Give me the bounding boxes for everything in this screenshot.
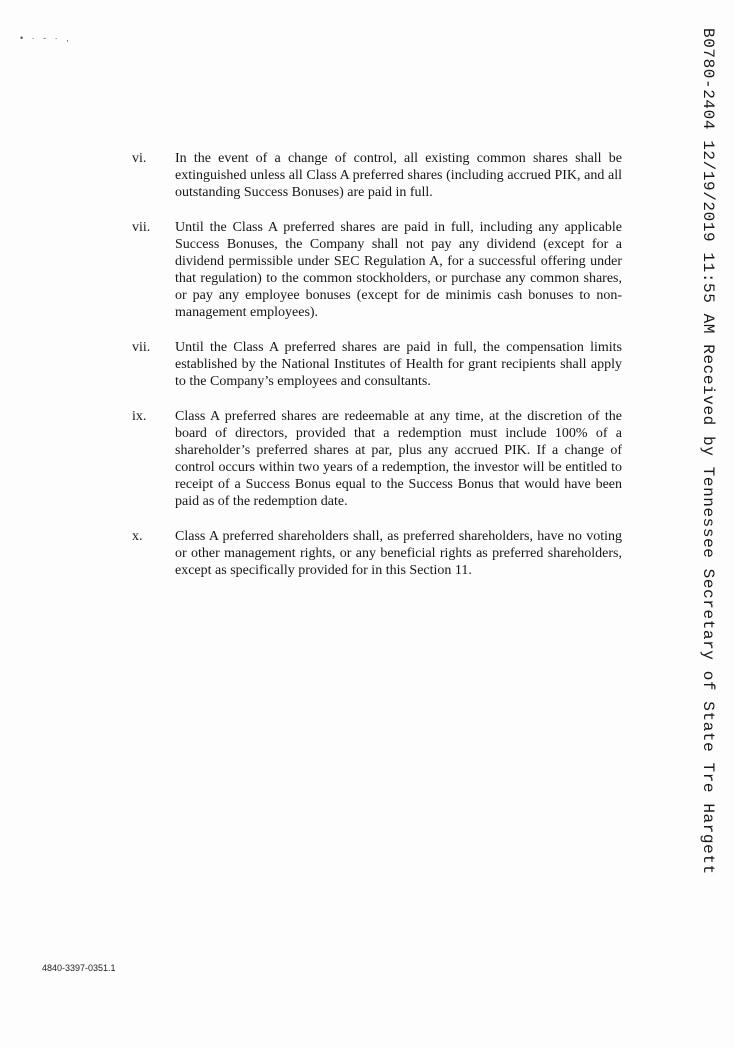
clause-item bbox=[132, 339, 622, 390]
clause-number: ix. bbox=[132, 409, 147, 424]
clause-number: vi. bbox=[132, 151, 147, 166]
clause-item bbox=[132, 408, 622, 510]
filing-stamp: B0780-2404 12/19/2019 11:55 AM Received by Tennessee Secretary of State Tre Hargett bbox=[699, 28, 717, 875]
clause-text: Until the Class A preferred shares are paid in full, the compensation limits established by the National Institutes of Health for grant recipients shall apply to the Company’s employees and consultants. bbox=[175, 340, 622, 389]
clause-number: vii. bbox=[132, 340, 151, 355]
clause-number: vii. bbox=[132, 220, 151, 235]
clause-item bbox=[132, 219, 622, 321]
clause-text: In the event of a change of control, all existing common shares shall be extinguished unless all Class A preferred shares (including accrued PIK, and all outstanding Success Bonuses) are paid in full. bbox=[175, 151, 622, 200]
clause-number: x. bbox=[132, 529, 143, 544]
clause-list bbox=[132, 150, 622, 597]
document-number: 4840-3397-0351.1 bbox=[42, 963, 116, 973]
clause-item bbox=[132, 528, 622, 579]
clause-item bbox=[132, 150, 622, 201]
scan-artifact: • · - · , bbox=[20, 33, 72, 43]
clause-text: Class A preferred shareholders shall, as preferred shareholders, have no voting or other management rights, or any beneficial rights as preferred shareholders, except as specifically provided for in this Section 11. bbox=[175, 529, 622, 578]
clause-text: Until the Class A preferred shares are paid in full, including any applicable Success Bonuses, the Company shall not pay any dividend (except for a dividend permissible under SEC Regulation A, for a successful offering under that regulation) to the common stockholders, or purchase any common shares, or pay any employee bonuses (except for de minimis cash bonuses to non-management employees). bbox=[175, 220, 622, 320]
clause-text: Class A preferred shares are redeemable at any time, at the discretion of the board of directors, provided that a redemption must include 100% of a shareholder’s preferred shares at par, plus any accrued PIK. If a change of control occurs within two years of a redemption, the investor will be entitled to receipt of a Success Bonus equal to the Success Bonus that would have been paid as of the redemption date. bbox=[175, 409, 622, 509]
